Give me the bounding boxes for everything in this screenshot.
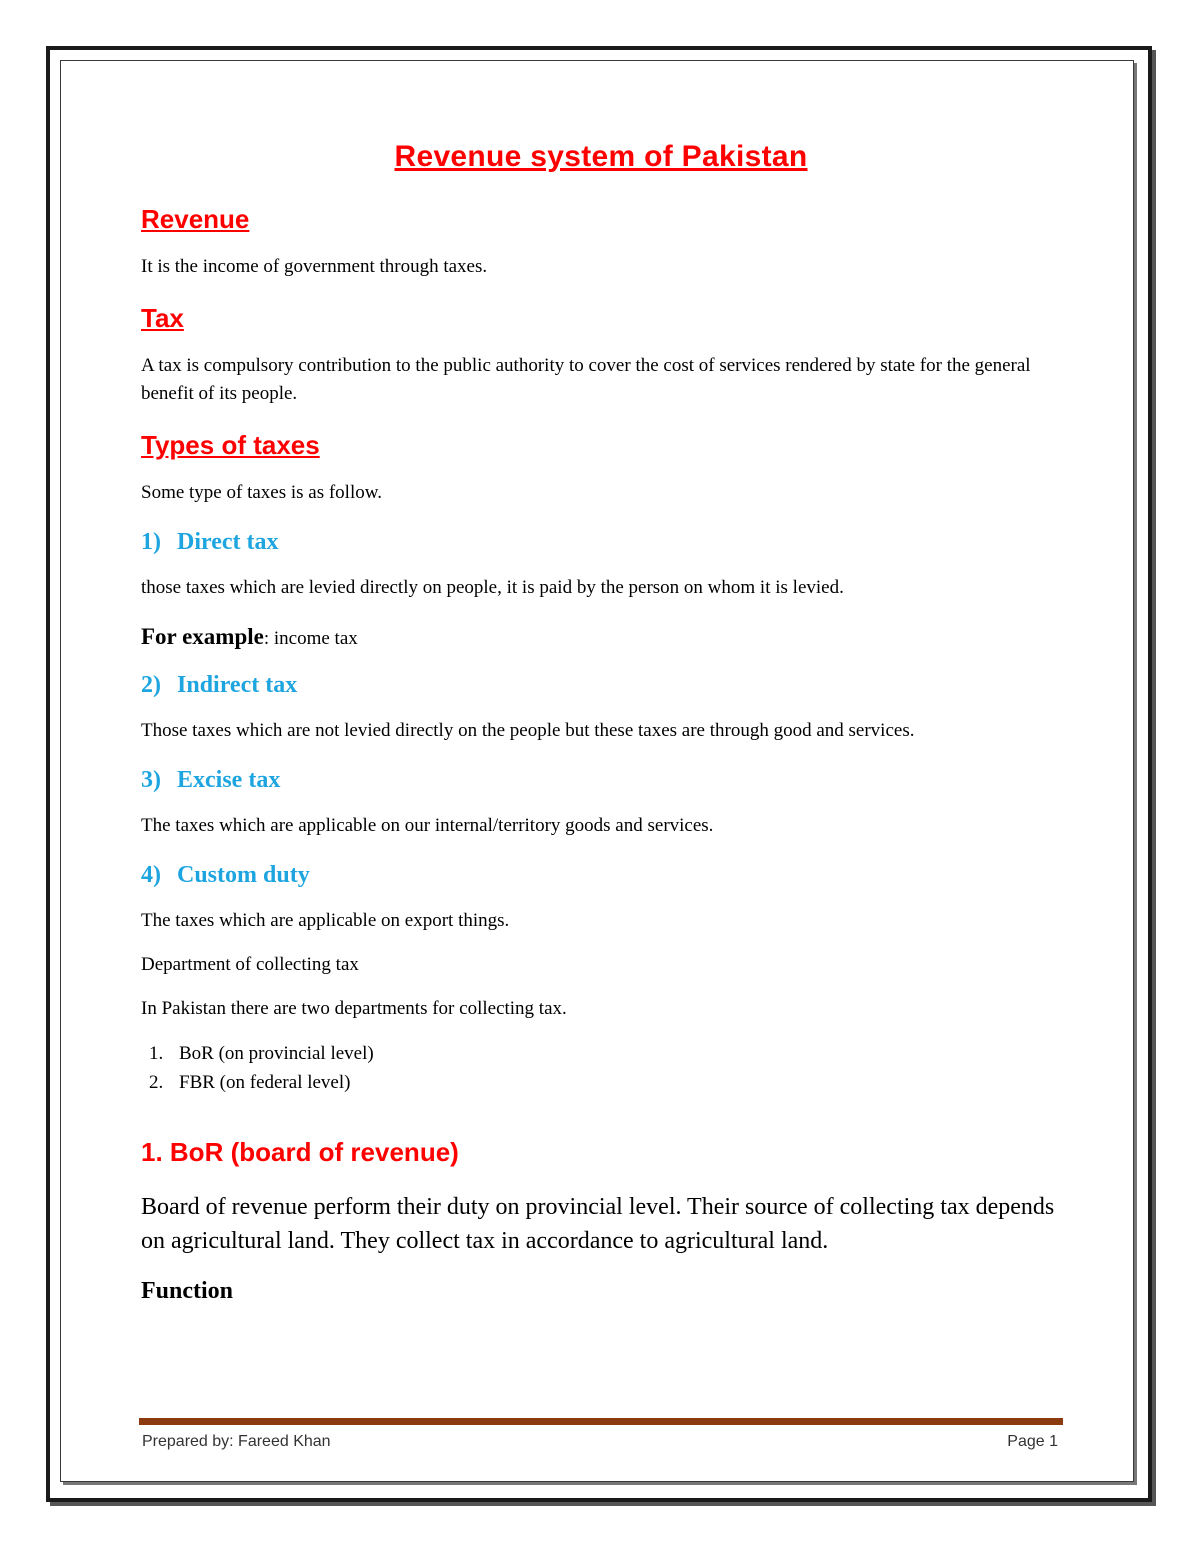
custom-duty-heading: 4) Custom duty bbox=[141, 862, 310, 888]
bor-text: Board of revenue perform their duty on provincial level. Their source of collecting tax depends on agricultural land. They collect tax in accordance to agricultural land. bbox=[141, 1194, 1055, 1254]
revenue-heading: Revenue bbox=[141, 204, 250, 234]
department-heading: Department of collecting tax bbox=[141, 954, 359, 975]
excise-tax-text: The taxes which are applicable on our internal/territory goods and services. bbox=[141, 815, 714, 836]
direct-tax-heading: 1) Direct tax bbox=[141, 529, 279, 555]
tax-text: A tax is compulsory contribution to the public authority to cover the cost of services rendered by state for the general benefit of its people. bbox=[141, 355, 1031, 404]
list-item: 2. FBR (on federal level) bbox=[149, 1072, 351, 1093]
document-body bbox=[141, 140, 1061, 1305]
function-heading: Function bbox=[141, 1278, 234, 1304]
indirect-tax-text: Those taxes which are not levied directly on the people but these taxes are through good and services. bbox=[141, 720, 915, 741]
department-text: In Pakistan there are two departments for collecting tax. bbox=[141, 998, 567, 1019]
footer-author: Prepared by: Fareed Khan bbox=[142, 1433, 331, 1450]
bor-heading: 1. BoR (board of revenue) bbox=[141, 1137, 459, 1167]
custom-duty-text: The taxes which are applicable on export things. bbox=[141, 910, 510, 931]
indirect-tax-heading: 2) Indirect tax bbox=[141, 672, 298, 698]
list-item: 1. BoR (on provincial level) bbox=[149, 1043, 374, 1064]
revenue-text: It is the income of government through taxes. bbox=[141, 256, 488, 277]
types-intro: Some type of taxes is as follow. bbox=[141, 482, 382, 503]
footer-divider bbox=[139, 1418, 1063, 1425]
department-list bbox=[141, 1039, 1061, 1097]
page-title: Revenue system of Pakistan bbox=[394, 140, 808, 173]
excise-tax-heading: 3) Excise tax bbox=[141, 767, 281, 793]
types-heading: Types of taxes bbox=[141, 430, 320, 460]
direct-tax-text: those taxes which are levied directly on people, it is paid by the person on whom it is levied. bbox=[141, 577, 844, 598]
footer-page-number: Page 1 bbox=[1007, 1433, 1058, 1450]
direct-tax-example: For example: income tax bbox=[141, 624, 358, 649]
tax-heading: Tax bbox=[141, 303, 184, 333]
